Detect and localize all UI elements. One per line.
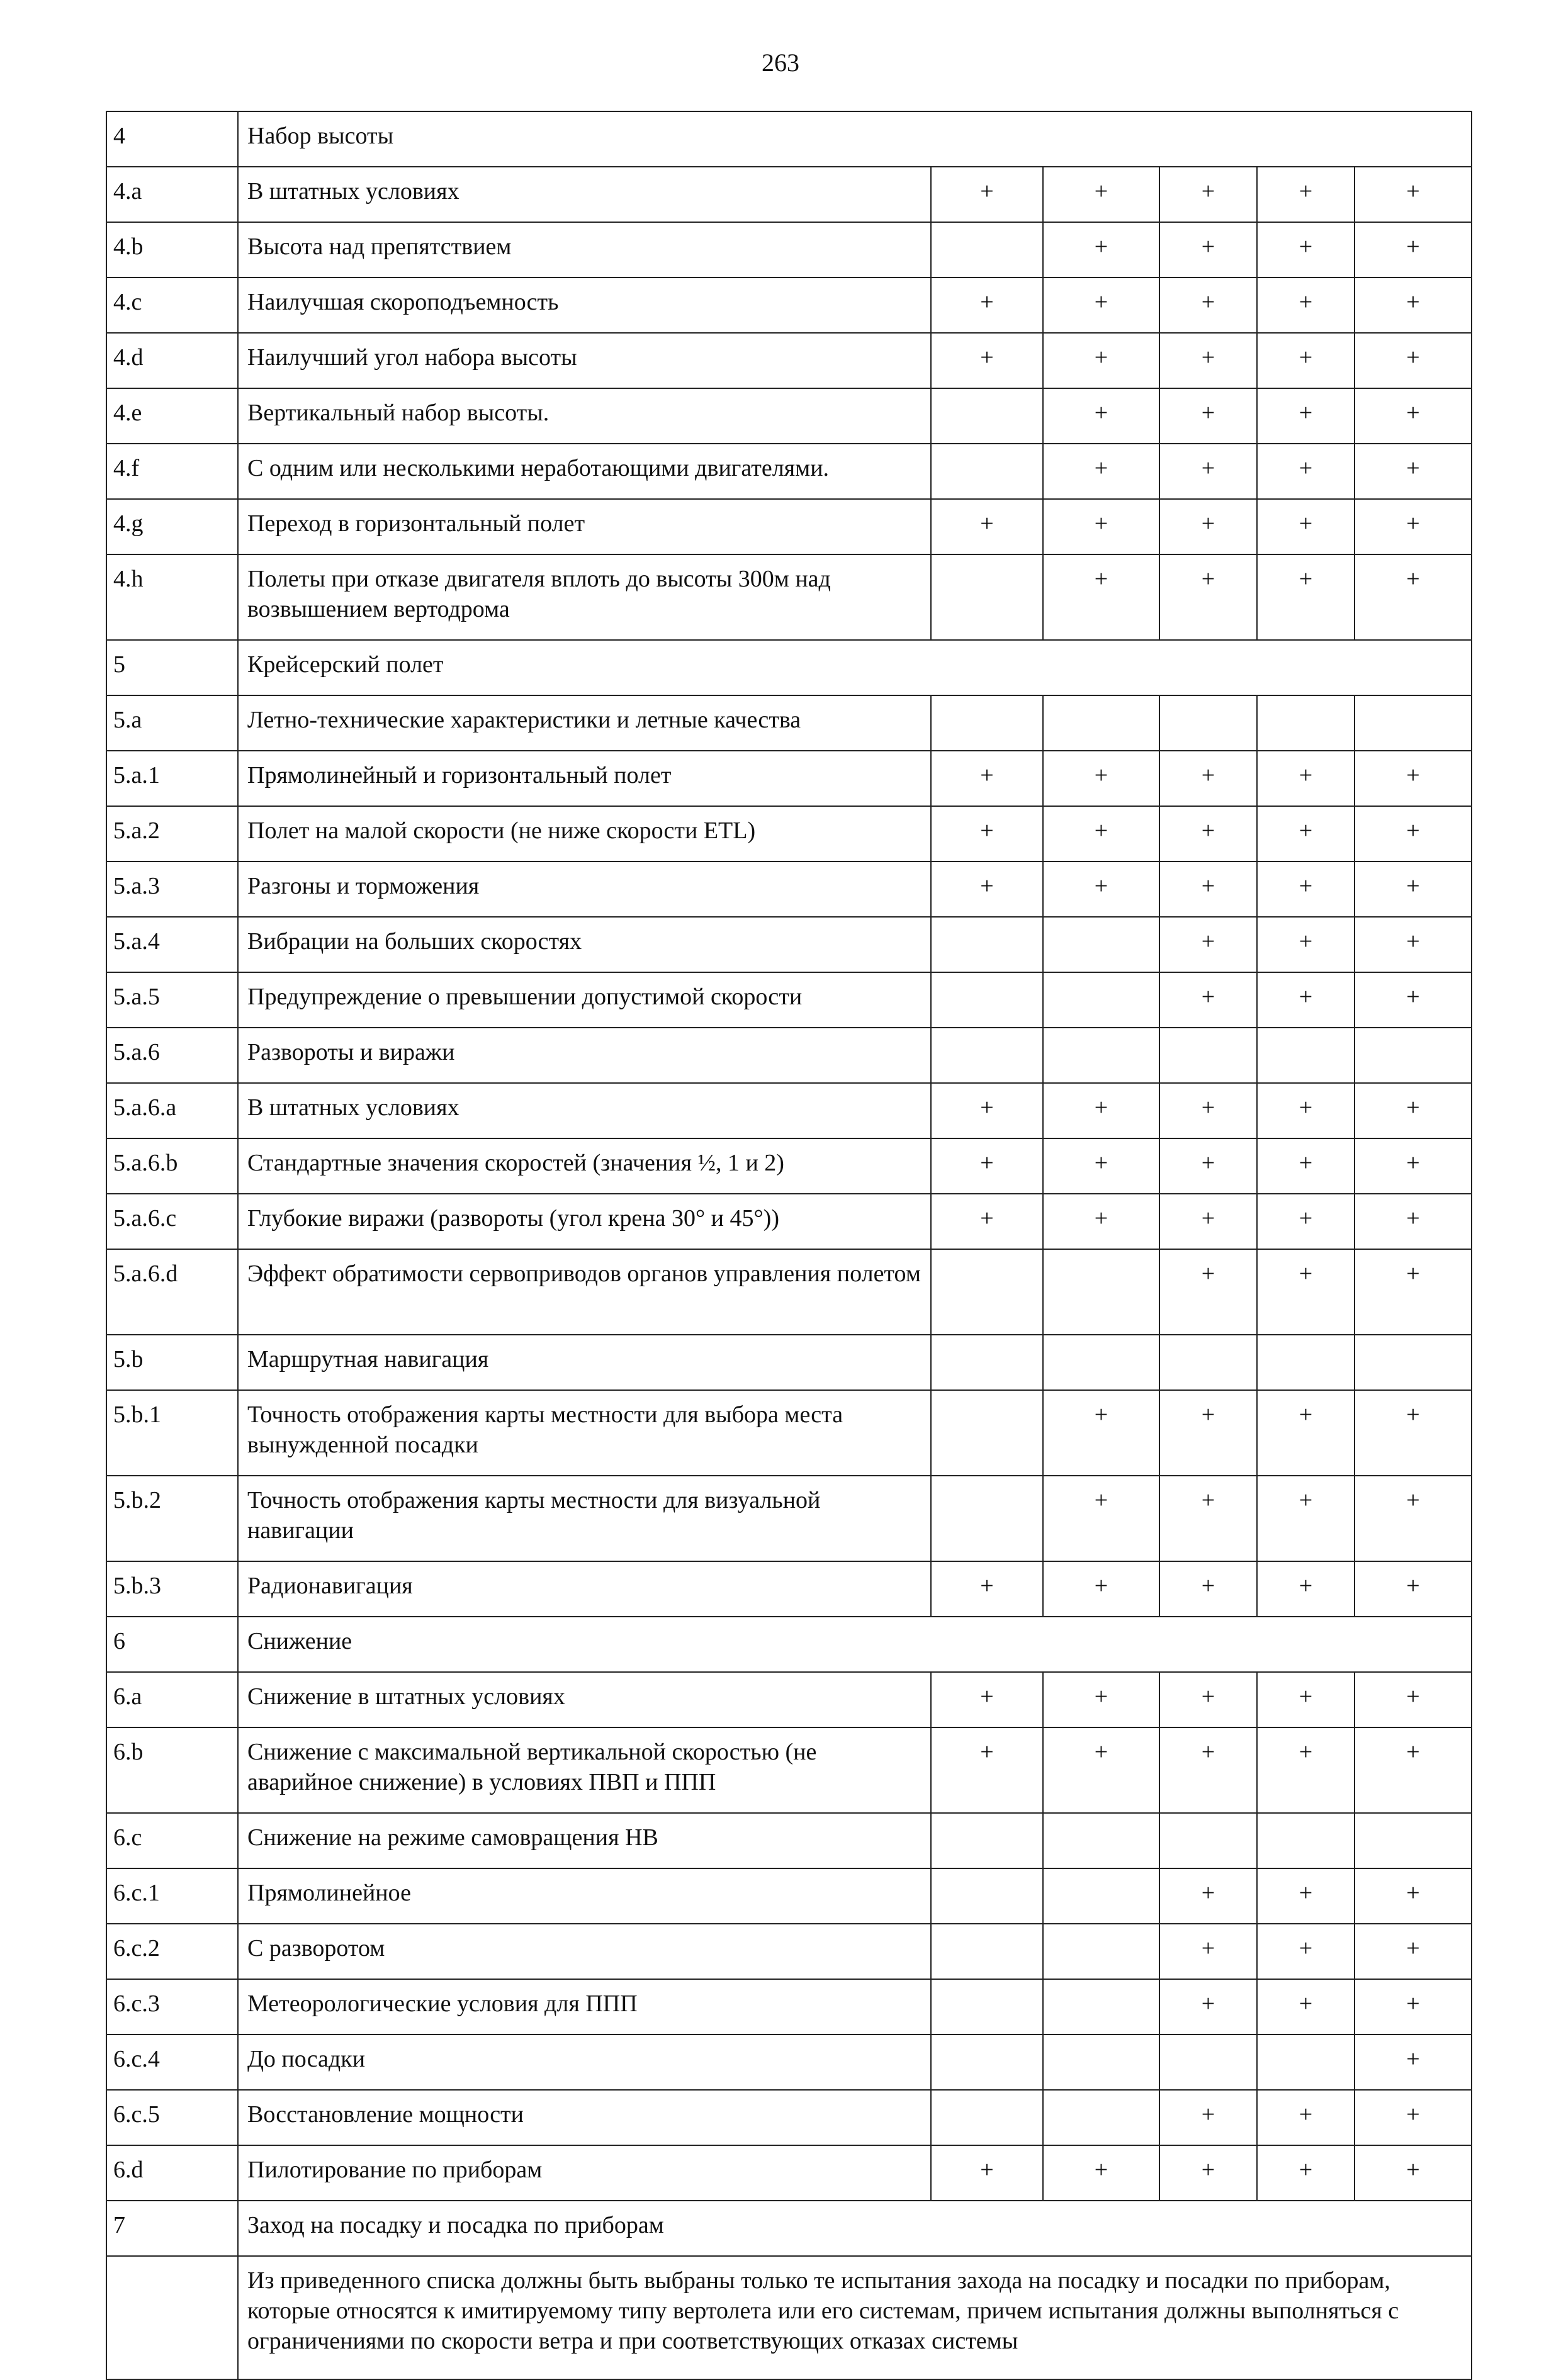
mark-cell-1 bbox=[931, 2090, 1043, 2145]
mark-cell-3: + bbox=[1159, 1083, 1257, 1138]
row-description: Полеты при отказе двигателя вплоть до высоты 300м над возвышением вертодрома bbox=[238, 554, 931, 640]
mark-cell-2: + bbox=[1043, 388, 1159, 444]
mark-cell-3: + bbox=[1159, 1672, 1257, 1727]
mark-cell-1: + bbox=[931, 1561, 1043, 1617]
mark-cell-5: + bbox=[1355, 388, 1472, 444]
mark-cell-2: + bbox=[1043, 1727, 1159, 1813]
row-code: 4.b bbox=[106, 222, 238, 278]
row-description: Пилотирование по приборам bbox=[238, 2145, 931, 2201]
mark-cell-2: + bbox=[1043, 167, 1159, 222]
mark-cell-5: + bbox=[1355, 444, 1472, 499]
mark-cell-5: + bbox=[1355, 554, 1472, 640]
mark-cell-4: + bbox=[1257, 388, 1355, 444]
mark-cell-5: + bbox=[1355, 2090, 1472, 2145]
table-row bbox=[106, 1083, 1472, 1138]
table-row bbox=[106, 388, 1472, 444]
mark-cell-2 bbox=[1043, 972, 1159, 1028]
mark-cell-4 bbox=[1257, 1028, 1355, 1083]
section-row bbox=[106, 1617, 1472, 1672]
mark-cell-4: + bbox=[1257, 2090, 1355, 2145]
mark-cell-3: + bbox=[1159, 1868, 1257, 1924]
row-code: 5.a.6.b bbox=[106, 1138, 238, 1194]
table-row bbox=[106, 1979, 1472, 2035]
mark-cell-4 bbox=[1257, 1335, 1355, 1390]
mark-cell-3: + bbox=[1159, 222, 1257, 278]
mark-cell-2: + bbox=[1043, 222, 1159, 278]
row-code: 5.a.6.a bbox=[106, 1083, 238, 1138]
mark-cell-3: + bbox=[1159, 1390, 1257, 1476]
mark-cell-1 bbox=[931, 2035, 1043, 2090]
section-row bbox=[106, 640, 1472, 695]
mark-cell-1 bbox=[931, 1476, 1043, 1561]
row-code: 6.c.2 bbox=[106, 1924, 238, 1979]
mark-cell-1 bbox=[931, 1979, 1043, 2035]
mark-cell-3: + bbox=[1159, 554, 1257, 640]
row-description: В штатных условиях bbox=[238, 167, 931, 222]
section-title: Заход на посадку и посадка по приборам bbox=[238, 2201, 1472, 2256]
mark-cell-3 bbox=[1159, 1335, 1257, 1390]
mark-cell-2: + bbox=[1043, 751, 1159, 806]
row-description: Летно-технические характеристики и летные качества bbox=[238, 695, 931, 751]
mark-cell-3: + bbox=[1159, 1249, 1257, 1335]
row-code: 5.b.3 bbox=[106, 1561, 238, 1617]
mark-cell-4: + bbox=[1257, 972, 1355, 1028]
row-description: Снижение на режиме самовращения НВ bbox=[238, 1813, 931, 1868]
mark-cell-1 bbox=[931, 1335, 1043, 1390]
row-code bbox=[106, 2256, 238, 2379]
mark-cell-1 bbox=[931, 1813, 1043, 1868]
table-row bbox=[106, 1194, 1472, 1249]
row-description: Развороты и виражи bbox=[238, 1028, 931, 1083]
table-row bbox=[106, 1868, 1472, 1924]
mark-cell-4: + bbox=[1257, 1868, 1355, 1924]
table-row bbox=[106, 2035, 1472, 2090]
mark-cell-1 bbox=[931, 1868, 1043, 1924]
table-row bbox=[106, 1476, 1472, 1561]
mark-cell-2 bbox=[1043, 1249, 1159, 1335]
mark-cell-3: + bbox=[1159, 917, 1257, 972]
table-row bbox=[106, 222, 1472, 278]
table-row bbox=[106, 1390, 1472, 1476]
mark-cell-2: + bbox=[1043, 444, 1159, 499]
mark-cell-5: + bbox=[1355, 222, 1472, 278]
mark-cell-5: + bbox=[1355, 167, 1472, 222]
table-row bbox=[106, 695, 1472, 751]
mark-cell-4: + bbox=[1257, 1476, 1355, 1561]
mark-cell-4: + bbox=[1257, 1979, 1355, 2035]
mark-cell-2: + bbox=[1043, 862, 1159, 917]
mark-cell-4: + bbox=[1257, 1194, 1355, 1249]
mark-cell-4: + bbox=[1257, 917, 1355, 972]
row-code: 6.c.3 bbox=[106, 1979, 238, 2035]
table-row bbox=[106, 2090, 1472, 2145]
mark-cell-5: + bbox=[1355, 1390, 1472, 1476]
mark-cell-4: + bbox=[1257, 278, 1355, 333]
mark-cell-2: + bbox=[1043, 1476, 1159, 1561]
section-title: Набор высоты bbox=[238, 111, 1472, 167]
row-code: 6 bbox=[106, 1617, 238, 1672]
mark-cell-5: + bbox=[1355, 1561, 1472, 1617]
mark-cell-5: + bbox=[1355, 1868, 1472, 1924]
mark-cell-5: + bbox=[1355, 1083, 1472, 1138]
row-description: Маршрутная навигация bbox=[238, 1335, 931, 1390]
table-row bbox=[106, 862, 1472, 917]
mark-cell-1 bbox=[931, 222, 1043, 278]
mark-cell-2: + bbox=[1043, 1194, 1159, 1249]
mark-cell-2 bbox=[1043, 1028, 1159, 1083]
mark-cell-2: + bbox=[1043, 1390, 1159, 1476]
mark-cell-3: + bbox=[1159, 1979, 1257, 2035]
row-code: 5.a.3 bbox=[106, 862, 238, 917]
mark-cell-2: + bbox=[1043, 278, 1159, 333]
mark-cell-1: + bbox=[931, 862, 1043, 917]
table-row bbox=[106, 1813, 1472, 1868]
mark-cell-1: + bbox=[931, 806, 1043, 862]
test-requirements-table bbox=[106, 111, 1472, 2380]
mark-cell-1: + bbox=[931, 1138, 1043, 1194]
table-row bbox=[106, 554, 1472, 640]
row-code: 6.c bbox=[106, 1813, 238, 1868]
mark-cell-3: + bbox=[1159, 972, 1257, 1028]
mark-cell-1 bbox=[931, 388, 1043, 444]
mark-cell-1 bbox=[931, 554, 1043, 640]
mark-cell-5 bbox=[1355, 1335, 1472, 1390]
note-row bbox=[106, 2256, 1472, 2379]
mark-cell-5: + bbox=[1355, 806, 1472, 862]
row-description: Предупреждение о превышении допустимой скорости bbox=[238, 972, 931, 1028]
table-row bbox=[106, 1028, 1472, 1083]
mark-cell-4: + bbox=[1257, 751, 1355, 806]
row-description: До посадки bbox=[238, 2035, 931, 2090]
row-description: Метеорологические условия для ППП bbox=[238, 1979, 931, 2035]
row-code: 4.a bbox=[106, 167, 238, 222]
mark-cell-4: + bbox=[1257, 499, 1355, 554]
mark-cell-1 bbox=[931, 972, 1043, 1028]
mark-cell-3 bbox=[1159, 2035, 1257, 2090]
row-code: 4 bbox=[106, 111, 238, 167]
mark-cell-1 bbox=[931, 695, 1043, 751]
mark-cell-3: + bbox=[1159, 167, 1257, 222]
table-row bbox=[106, 1138, 1472, 1194]
row-description: Точность отображения карты местности для визуальной навигации bbox=[238, 1476, 931, 1561]
mark-cell-2 bbox=[1043, 2090, 1159, 2145]
mark-cell-5: + bbox=[1355, 917, 1472, 972]
mark-cell-2: + bbox=[1043, 499, 1159, 554]
mark-cell-3: + bbox=[1159, 499, 1257, 554]
mark-cell-4 bbox=[1257, 2035, 1355, 2090]
mark-cell-2: + bbox=[1043, 2145, 1159, 2201]
mark-cell-1: + bbox=[931, 1672, 1043, 1727]
mark-cell-3: + bbox=[1159, 862, 1257, 917]
row-code: 6.c.5 bbox=[106, 2090, 238, 2145]
table-row bbox=[106, 917, 1472, 972]
mark-cell-5: + bbox=[1355, 333, 1472, 388]
mark-cell-3: + bbox=[1159, 1138, 1257, 1194]
mark-cell-4: + bbox=[1257, 1249, 1355, 1335]
mark-cell-5: + bbox=[1355, 1476, 1472, 1561]
mark-cell-2 bbox=[1043, 1868, 1159, 1924]
mark-cell-1: + bbox=[931, 167, 1043, 222]
table-row bbox=[106, 751, 1472, 806]
row-code: 5 bbox=[106, 640, 238, 695]
row-code: 6.c.1 bbox=[106, 1868, 238, 1924]
mark-cell-1: + bbox=[931, 499, 1043, 554]
row-code: 5.a.6 bbox=[106, 1028, 238, 1083]
row-description: Эффект обратимости сервоприводов органов управления полетом bbox=[238, 1249, 931, 1335]
mark-cell-4: + bbox=[1257, 806, 1355, 862]
row-description: Высота над препятствием bbox=[238, 222, 931, 278]
mark-cell-2 bbox=[1043, 1335, 1159, 1390]
mark-cell-1: + bbox=[931, 751, 1043, 806]
mark-cell-4: + bbox=[1257, 333, 1355, 388]
row-description: Вибрации на больших скоростях bbox=[238, 917, 931, 972]
section-title: Снижение bbox=[238, 1617, 1472, 1672]
mark-cell-5 bbox=[1355, 695, 1472, 751]
row-code: 4.e bbox=[106, 388, 238, 444]
row-description: С разворотом bbox=[238, 1924, 931, 1979]
section-row bbox=[106, 111, 1472, 167]
row-description: Стандартные значения скоростей (значения ½, 1 и 2) bbox=[238, 1138, 931, 1194]
row-code: 4.g bbox=[106, 499, 238, 554]
mark-cell-3: + bbox=[1159, 2090, 1257, 2145]
row-description: Наилучший угол набора высоты bbox=[238, 333, 931, 388]
mark-cell-5: + bbox=[1355, 1249, 1472, 1335]
mark-cell-1: + bbox=[931, 278, 1043, 333]
mark-cell-4: + bbox=[1257, 1083, 1355, 1138]
mark-cell-5: + bbox=[1355, 1194, 1472, 1249]
mark-cell-3: + bbox=[1159, 1194, 1257, 1249]
mark-cell-4: + bbox=[1257, 222, 1355, 278]
mark-cell-4: + bbox=[1257, 1672, 1355, 1727]
table-row bbox=[106, 1924, 1472, 1979]
mark-cell-2 bbox=[1043, 1979, 1159, 2035]
mark-cell-5: + bbox=[1355, 2145, 1472, 2201]
mark-cell-1: + bbox=[931, 1194, 1043, 1249]
mark-cell-1: + bbox=[931, 2145, 1043, 2201]
row-code: 5.a.1 bbox=[106, 751, 238, 806]
mark-cell-1: + bbox=[931, 1083, 1043, 1138]
mark-cell-3: + bbox=[1159, 444, 1257, 499]
mark-cell-5: + bbox=[1355, 2035, 1472, 2090]
table-row bbox=[106, 1249, 1472, 1335]
row-description: В штатных условиях bbox=[238, 1083, 931, 1138]
row-code: 5.a.5 bbox=[106, 972, 238, 1028]
mark-cell-2 bbox=[1043, 695, 1159, 751]
mark-cell-3: + bbox=[1159, 2145, 1257, 2201]
table-row bbox=[106, 2145, 1472, 2201]
row-description: Снижение в штатных условиях bbox=[238, 1672, 931, 1727]
mark-cell-2: + bbox=[1043, 1561, 1159, 1617]
row-description: Вертикальный набор высоты. bbox=[238, 388, 931, 444]
table-row bbox=[106, 972, 1472, 1028]
row-description: Восстановление мощности bbox=[238, 2090, 931, 2145]
table-row bbox=[106, 1727, 1472, 1813]
mark-cell-4: + bbox=[1257, 554, 1355, 640]
row-code: 6.a bbox=[106, 1672, 238, 1727]
mark-cell-3: + bbox=[1159, 1561, 1257, 1617]
row-code: 5.b bbox=[106, 1335, 238, 1390]
table-row bbox=[106, 499, 1472, 554]
row-code: 5.b.1 bbox=[106, 1390, 238, 1476]
mark-cell-1 bbox=[931, 1028, 1043, 1083]
row-code: 4.d bbox=[106, 333, 238, 388]
row-description: Полет на малой скорости (не ниже скорости ETL) bbox=[238, 806, 931, 862]
table-row bbox=[106, 1561, 1472, 1617]
table-row bbox=[106, 1335, 1472, 1390]
mark-cell-5: + bbox=[1355, 1138, 1472, 1194]
mark-cell-1 bbox=[931, 1924, 1043, 1979]
row-description: Точность отображения карты местности для выбора места вынужденной посадки bbox=[238, 1390, 931, 1476]
mark-cell-3 bbox=[1159, 1028, 1257, 1083]
row-code: 4.c bbox=[106, 278, 238, 333]
mark-cell-2 bbox=[1043, 1924, 1159, 1979]
mark-cell-5: + bbox=[1355, 862, 1472, 917]
row-code: 6.b bbox=[106, 1727, 238, 1813]
table-row bbox=[106, 167, 1472, 222]
row-code: 4.h bbox=[106, 554, 238, 640]
row-code: 5.b.2 bbox=[106, 1476, 238, 1561]
mark-cell-4: + bbox=[1257, 862, 1355, 917]
mark-cell-4: + bbox=[1257, 1390, 1355, 1476]
mark-cell-5 bbox=[1355, 1813, 1472, 1868]
mark-cell-3 bbox=[1159, 1813, 1257, 1868]
row-description: С одним или несколькими неработающими двигателями. bbox=[238, 444, 931, 499]
mark-cell-5: + bbox=[1355, 972, 1472, 1028]
row-code: 4.f bbox=[106, 444, 238, 499]
mark-cell-2: + bbox=[1043, 554, 1159, 640]
mark-cell-4 bbox=[1257, 695, 1355, 751]
mark-cell-3: + bbox=[1159, 1476, 1257, 1561]
mark-cell-2: + bbox=[1043, 806, 1159, 862]
mark-cell-5: + bbox=[1355, 1672, 1472, 1727]
mark-cell-2 bbox=[1043, 2035, 1159, 2090]
mark-cell-5: + bbox=[1355, 1979, 1472, 2035]
mark-cell-1 bbox=[931, 1390, 1043, 1476]
row-code: 6.c.4 bbox=[106, 2035, 238, 2090]
mark-cell-2: + bbox=[1043, 1138, 1159, 1194]
row-code: 5.a.6.c bbox=[106, 1194, 238, 1249]
mark-cell-1 bbox=[931, 917, 1043, 972]
row-description: Прямолинейное bbox=[238, 1868, 931, 1924]
mark-cell-4: + bbox=[1257, 1561, 1355, 1617]
row-description: Прямолинейный и горизонтальный полет bbox=[238, 751, 931, 806]
row-description: Глубокие виражи (развороты (угол крена 30° и 45°)) bbox=[238, 1194, 931, 1249]
note-text: Из приведенного списка должны быть выбраны только те испытания захода на посадку и посадки по приборам, которые относятся к имитируемому типу вертолета или его системам, причем испытания должны выполняться с ограничениями по скорости ветра и при соответствующих отказах системы bbox=[238, 2256, 1472, 2379]
mark-cell-3: + bbox=[1159, 333, 1257, 388]
mark-cell-3: + bbox=[1159, 1727, 1257, 1813]
row-description: Разгоны и торможения bbox=[238, 862, 931, 917]
mark-cell-5: + bbox=[1355, 499, 1472, 554]
mark-cell-3: + bbox=[1159, 751, 1257, 806]
mark-cell-5: + bbox=[1355, 278, 1472, 333]
row-code: 5.a bbox=[106, 695, 238, 751]
mark-cell-5: + bbox=[1355, 1727, 1472, 1813]
row-description: Переход в горизонтальный полет bbox=[238, 499, 931, 554]
row-description: Наилучшая скороподъемность bbox=[238, 278, 931, 333]
mark-cell-4: + bbox=[1257, 1138, 1355, 1194]
mark-cell-3: + bbox=[1159, 806, 1257, 862]
mark-cell-1: + bbox=[931, 333, 1043, 388]
row-code: 5.a.2 bbox=[106, 806, 238, 862]
mark-cell-1 bbox=[931, 1249, 1043, 1335]
mark-cell-3 bbox=[1159, 695, 1257, 751]
row-description: Радионавигация bbox=[238, 1561, 931, 1617]
mark-cell-5: + bbox=[1355, 751, 1472, 806]
table-row bbox=[106, 333, 1472, 388]
table-body bbox=[106, 111, 1472, 2379]
page-number: 263 bbox=[762, 48, 799, 77]
mark-cell-1: + bbox=[931, 1727, 1043, 1813]
row-code: 5.a.6.d bbox=[106, 1249, 238, 1335]
mark-cell-4: + bbox=[1257, 444, 1355, 499]
mark-cell-3: + bbox=[1159, 388, 1257, 444]
table-row bbox=[106, 1672, 1472, 1727]
mark-cell-4: + bbox=[1257, 1924, 1355, 1979]
table-row bbox=[106, 444, 1472, 499]
table-row bbox=[106, 278, 1472, 333]
mark-cell-4: + bbox=[1257, 1727, 1355, 1813]
mark-cell-1 bbox=[931, 444, 1043, 499]
section-row bbox=[106, 2201, 1472, 2256]
mark-cell-3: + bbox=[1159, 1924, 1257, 1979]
mark-cell-3: + bbox=[1159, 278, 1257, 333]
section-title: Крейсерский полет bbox=[238, 640, 1472, 695]
mark-cell-5 bbox=[1355, 1028, 1472, 1083]
mark-cell-2: + bbox=[1043, 333, 1159, 388]
mark-cell-4 bbox=[1257, 1813, 1355, 1868]
mark-cell-2 bbox=[1043, 1813, 1159, 1868]
table-row bbox=[106, 806, 1472, 862]
mark-cell-4: + bbox=[1257, 167, 1355, 222]
mark-cell-4: + bbox=[1257, 2145, 1355, 2201]
row-description: Снижение с максимальной вертикальной скоростью (не аварийное снижение) в условиях ПВП и ППП bbox=[238, 1727, 931, 1813]
row-code: 6.d bbox=[106, 2145, 238, 2201]
mark-cell-5: + bbox=[1355, 1924, 1472, 1979]
mark-cell-2: + bbox=[1043, 1083, 1159, 1138]
mark-cell-2: + bbox=[1043, 1672, 1159, 1727]
row-code: 7 bbox=[106, 2201, 238, 2256]
mark-cell-2 bbox=[1043, 917, 1159, 972]
row-code: 5.a.4 bbox=[106, 917, 238, 972]
